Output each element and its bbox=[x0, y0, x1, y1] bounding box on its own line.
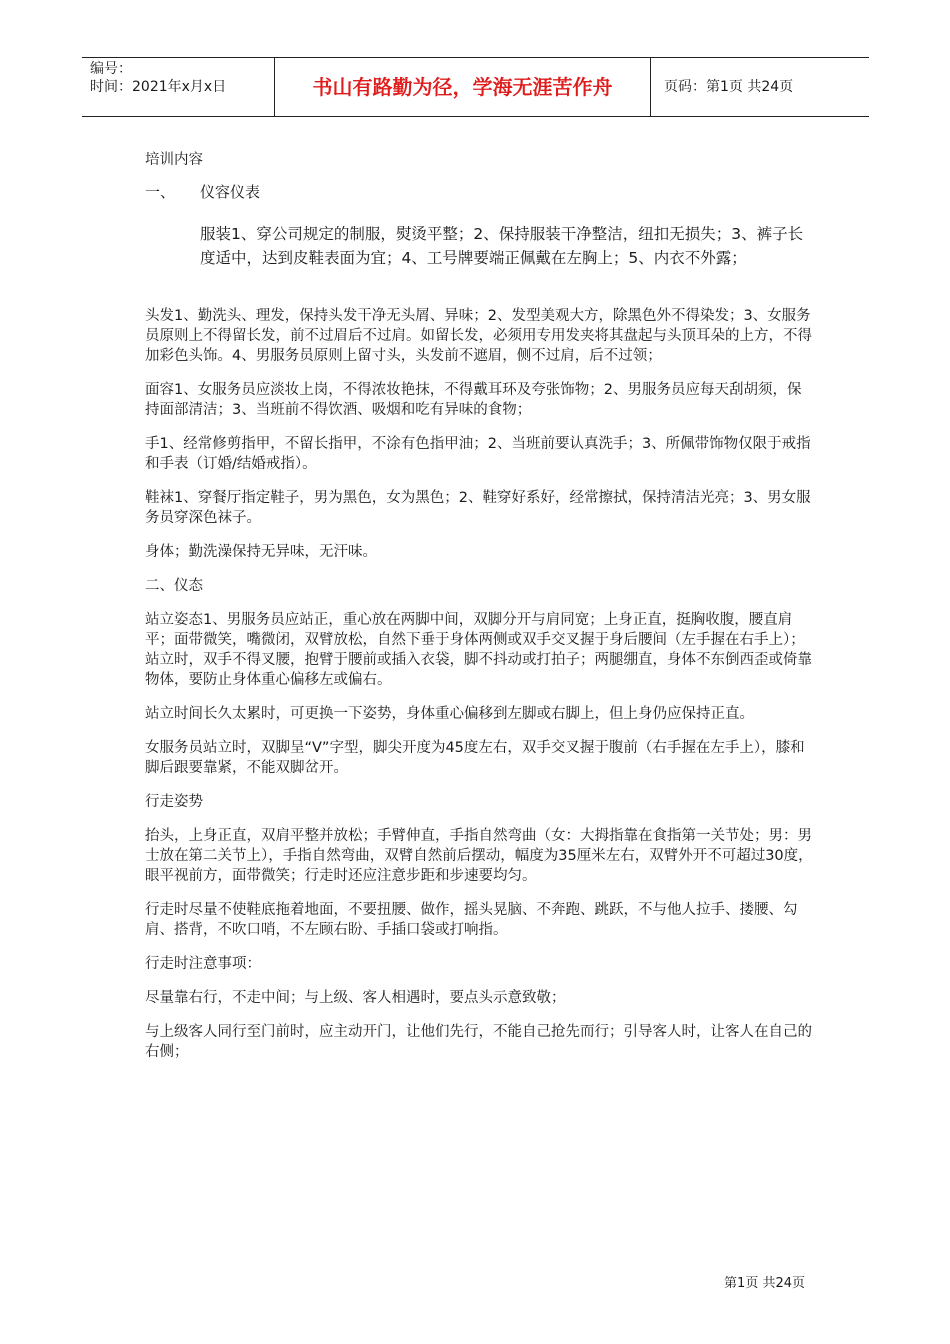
content-heading: 培训内容 bbox=[145, 152, 203, 168]
section-2-title: 二、仪态 bbox=[145, 578, 203, 594]
code-label: 编号： bbox=[90, 61, 132, 77]
paragraph-body: 身体；勤洗澡保持无异味，无汗味。 bbox=[145, 544, 377, 560]
document-body bbox=[145, 150, 815, 1076]
time-label: 时间：2021年x月x日 bbox=[90, 79, 227, 95]
section-title bbox=[145, 182, 815, 202]
paragraph-standing-long: 站立时间长久太累时，可更换一下姿势，身体重心偏移到左脚或右脚上，但上身仍应保持正直。 bbox=[145, 706, 754, 722]
paragraph-female-standing: 女服务员站立时，双脚呈“V”字型，脚尖开度为45度左右，双手交叉握于腹前（右手握在左手上），膝和脚后跟要靠紧，不能双脚岔开。 bbox=[145, 740, 805, 776]
page-header bbox=[82, 57, 869, 117]
paragraph-note-2: 与上级客人同行至门前时，应主动开门，让他们先行，不能自己抢先而行；引导客人时，让客人在自己的右侧； bbox=[145, 1024, 812, 1060]
page-footer: 第1页 共24页 bbox=[724, 1276, 805, 1291]
header-meta bbox=[90, 60, 290, 96]
walking-notes-title: 行走时注意事项： bbox=[145, 956, 261, 972]
section-number: 一、 bbox=[145, 183, 176, 201]
paragraph-walking-avoid: 行走时尽量不使鞋底拖着地面，不要扭腰、做作，摇头晃脑、不奔跑、跳跃，不与他人拉手、搂腰、勾肩、搭背，不吹口哨，不左顾右盼、手插口袋或打响指。 bbox=[145, 902, 798, 938]
paragraph-face: 面容1、女服务员应淡妆上岗，不得浓妆艳抹，不得戴耳环及夸张饰物；2、男服务员应每天刮胡须，保持面部清洁；3、当班前不得饮酒、吸烟和吃有异味的食物； bbox=[145, 382, 802, 418]
header-divider bbox=[650, 58, 651, 117]
paragraph-note-1: 尽量靠右行，不走中间；与上级、客人相遇时，要点头示意致敬； bbox=[145, 990, 566, 1006]
walking-title: 行走姿势 bbox=[145, 794, 203, 810]
paragraph-hair: 头发1、勤洗头、理发，保持头发干净无头屑、异味；2、发型美观大方，除黑色外不得染发；3、女服务员原则上不得留长发，前不过眉后不过肩。如留长发，必须用专用发夹将其盘起与头顶耳朵的上方，不得加彩色头饰。4、男服务员原则上留寸头，头发前不遮眉，侧不过肩，后不过领； bbox=[145, 308, 812, 364]
paragraph-hands: 手1、经常修剪指甲，不留长指甲，不涂有色指甲油；2、当班前要认真洗手；3、所佩带饰物仅限于戒指和手表（订婚/结婚戒指）。 bbox=[145, 436, 811, 472]
paragraph-walking: 抬头，上身正直，双肩平整并放松；手臂伸直，手指自然弯曲（女：大拇指靠在食指第一关节处；男：男士放在第二关节上），手指自然弯曲，双臂自然前后摆动，幅度为35厘米左右，双臂外开不可超过30度，眼平视前方，面带微笑；行走时还应注意步距和步速要均匀。 bbox=[145, 828, 813, 884]
header-page-info: 页码：第1页 共24页 bbox=[664, 79, 794, 95]
header-motto: 书山有路勤为径，学海无涯苦作舟 bbox=[312, 75, 613, 99]
section-title-text: 仪容仪表 bbox=[200, 183, 261, 201]
paragraph-clothing: 服装1、穿公司规定的制服，熨烫平整；2、保持服装干净整洁，纽扣无损失；3、裤子长度适中，达到皮鞋表面为宜；4、工号牌要端正佩戴在左胸上；5、内衣不外露； bbox=[200, 225, 804, 267]
paragraph-standing: 站立姿态1、男服务员应站正，重心放在两脚中间，双脚分开与肩同宽；上身正直，挺胸收腹，腰直肩平；面带微笑，嘴微闭，双臂放松，自然下垂于身体两侧或双手交叉握于身后腰间（左手握在右手上）；站立时，双手不得叉腰，抱臂于腰前或插入衣袋，脚不抖动或打拍子；两腿绷直，身体不东倒西歪或倚靠物体，要防止身体重心偏移左或偏右。 bbox=[145, 612, 812, 688]
paragraph-shoes: 鞋袜1、穿餐厅指定鞋子，男为黑色，女为黑色；2、鞋穿好系好，经常擦拭，保持清洁光亮；3、男女服务员穿深色袜子。 bbox=[145, 490, 811, 526]
